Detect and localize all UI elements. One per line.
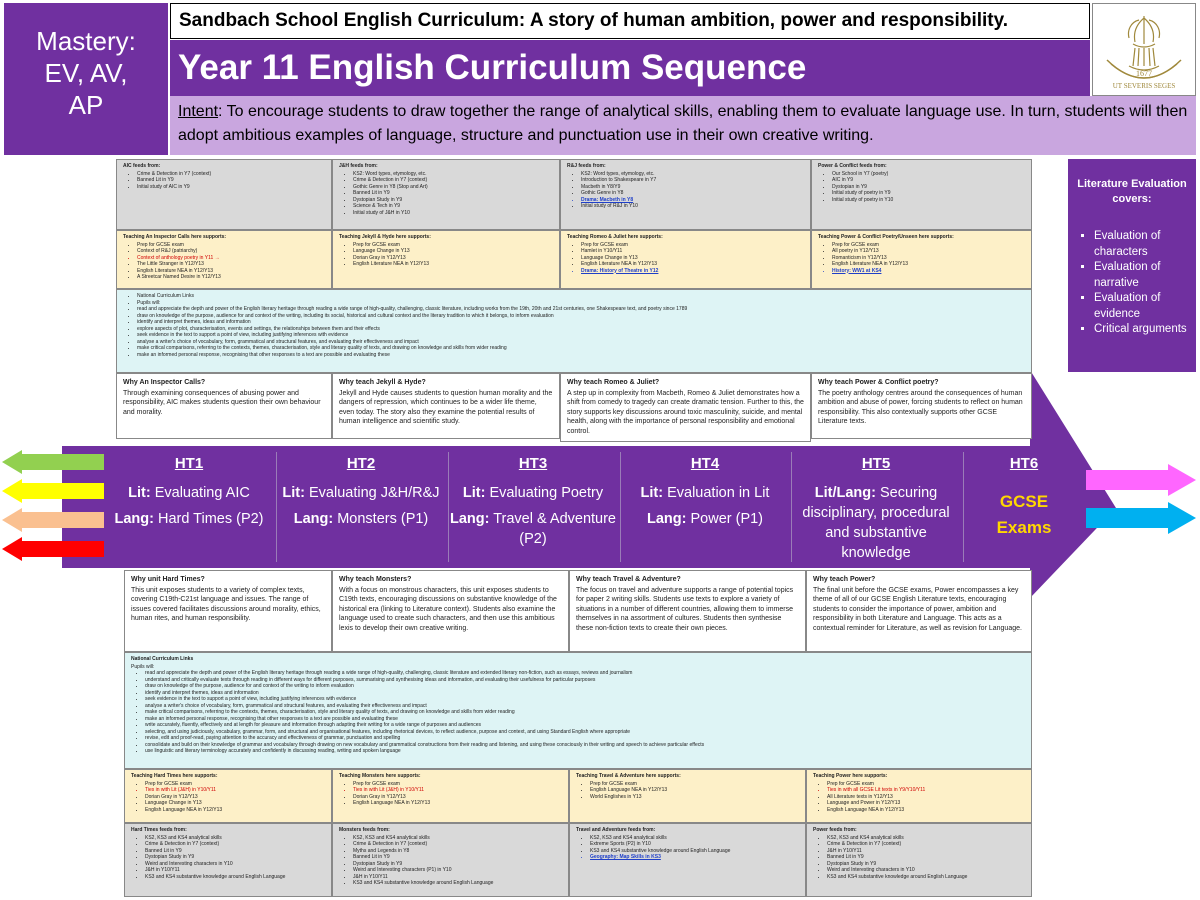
supports-box-list (567, 242, 804, 275)
feeds-box-list (339, 171, 553, 217)
feeds-box-item: • J&H in Y10/Y11 (145, 867, 325, 874)
feeds-box-item: • Initial study of poetry in Y9 (832, 190, 1025, 197)
national-curriculum-item: • identify and interpret themes, ideas and information (137, 319, 1025, 326)
feeds-box (811, 159, 1032, 230)
national-curriculum-item: • read and appreciate the depth and power of the English literary heritage through reading a wide range of high-quality, challenging, classic literature, including works from the 19th, 20th and 21st centuries, one Shakespeare text, and poetry since 1789 (137, 306, 1025, 313)
half-term-6 (963, 446, 1085, 566)
national-curriculum-item: • make critical comparisons, referring to the contexts, themes, characterisation, style and literary quality of texts, and drawing on knowledge and skills from wider reading (145, 709, 1025, 716)
half-term-2 (276, 446, 446, 566)
national-curriculum-item: • read and appreciate the depth and power of the English literary heritage through reading a wide range of high-quality, challenging, classic literature and extended literary non-fiction, such as essays, reviews and journalism (145, 670, 1025, 677)
national-curriculum-item: • write accurately, fluently, effectively and at length for pleasure and information through adapting their writing for a wide range of purposes and audiences (145, 722, 1025, 729)
intent-text: : To encourage students to draw together the range of analytical skills, enabling them to evaluate language use. In turn, students will then adopt ambitious examples of language, structure and punctuation use in their own creative writing. (178, 103, 1188, 144)
supports-box-item: • Romanticism in Y12/Y13 (832, 255, 1025, 262)
supports-box-list (123, 242, 325, 281)
language-prefix: Lang: (114, 511, 154, 527)
national-curriculum-item: • draw on knowledge of the purpose, audience for and context of the writing, including its social, historical and cultural context and the literary tradition to which it belongs, to inform evaluation (137, 313, 1025, 320)
supports-box (560, 230, 811, 289)
literature-unit: Securing disciplinary, procedural and substantive knowledge (802, 485, 950, 561)
language-unit: Monsters (P1) (333, 511, 429, 527)
feeds-box-item: • KS3 and KS4 substantive knowledge around English Language (353, 880, 562, 887)
feeds-box (116, 159, 332, 230)
language-unit: Travel & Adventure (P2) (489, 511, 616, 547)
feeds-box-item: • KS2, KS3 and KS4 analytical skills (590, 835, 799, 842)
feeds-box-item: • Extreme Sports (P2) in Y10 (590, 841, 799, 848)
literature-evaluation-box (1068, 159, 1196, 372)
supports-box-item: • English Language NEA in Y12/Y13 (353, 800, 562, 807)
national-curriculum-item: • explore aspects of plot, characterisation, events and settings, the relationships between them and their effects (137, 326, 1025, 333)
supports-box (569, 769, 806, 823)
why-box-text: The focus on travel and adventure supports a range of potential topics for paper 2 writing skills. Students use texts to explore a variety of situations in a number of different countries, allowing them to immerse themselves in na assortment of cultures. Students then synthesise these non-fiction texts to create their own pieces. (576, 586, 794, 632)
language-unit: Power (P1) (686, 511, 764, 527)
why-box-text: The poetry anthology centres around the consequences of human ambition and abuse of power, forcing students to reflect on human responsibility. This also contextually supports other GCSE Literature texts. (818, 389, 1023, 425)
half-term-1 (104, 446, 274, 566)
mastery-box (4, 3, 168, 155)
national-curriculum-item: • seek evidence in the text to support a point of view, including justifying inferences with evidence (145, 696, 1025, 703)
mastery-line: AP (68, 90, 104, 120)
feeds-box-item: • Geography: Map Skills in KS3 (590, 854, 799, 861)
supports-box (332, 769, 569, 823)
feeds-box-list (818, 171, 1025, 204)
feeds-box-list (339, 835, 562, 887)
feeds-box-list (576, 835, 799, 861)
supports-box-item: • The Little Stranger in Y12/Y13 (137, 261, 325, 268)
national-curriculum-item: • analyse a writer's choice of vocabulary, form, grammatical and structural features, and evaluating their effectiveness and impact (145, 703, 1025, 710)
supports-box-item: • Dorian Gray in Y12/Y13 (145, 794, 325, 801)
feeds-box-heading: Hard Times feeds from: (131, 827, 187, 833)
national-curriculum-item: • National Curriculum Links (137, 293, 1025, 300)
supports-box-item: • A Streetcar Named Desire in Y12/Y13 (137, 274, 325, 281)
feeds-box-item: • Weird and Interesting characters (P1) in Y10 (353, 867, 562, 874)
feeds-box-item: • Dystopian Study in Y9 (353, 861, 562, 868)
feeds-box-item: • Science & Tech in Y9 (353, 203, 553, 210)
why-box (116, 373, 332, 439)
feeds-box-item: • Dystopian in Y9 (832, 184, 1025, 191)
supports-box-list (818, 242, 1025, 275)
feeds-box-item: • Dystopian Study in Y9 (353, 197, 553, 204)
feeds-box (332, 823, 569, 897)
literature-unit: Evaluating Poetry (485, 485, 604, 501)
national-curriculum-item: • Pupils will: (137, 300, 1025, 307)
why-box-heading: Why unit Hard Times? (131, 576, 205, 583)
national-curriculum-item: • consolidate and build on their knowledge of grammar and vocabulary through drawing on new vocabulary and grammatical constructions from their reading and listening, and using these consciously in their writing and speech to achieve particular effects (145, 742, 1025, 749)
supports-box-item: • Prep for GCSE exam (827, 781, 1025, 788)
feeds-box-item: • Gothic Genre in Y8 (Stop and Art) (353, 184, 553, 191)
feeds-box-item: • KS2: Word types, etymology, etc. (581, 171, 804, 178)
national-curriculum-item: • seek evidence in the text to support a point of view, including justifying inferences with evidence (137, 332, 1025, 339)
feeds-box (560, 159, 811, 230)
supports-box-list (576, 781, 799, 801)
national-curriculum-item: • use linguistic and literary terminology accurately and confidently in discussing reading, writing and spoken language (145, 748, 1025, 755)
feeds-box-item: • Crime & Detection in Y7 (context) (353, 177, 553, 184)
half-term-language (448, 509, 618, 549)
school-subtitle: Sandbach School English Curriculum: A story of human ambition, power and responsibility. (170, 3, 1090, 39)
feeds-box-item: • KS2, KS3 and KS4 analytical skills (353, 835, 562, 842)
intent-label: Intent (178, 103, 219, 120)
half-term-literature (791, 483, 961, 563)
feeds-box (332, 159, 560, 230)
supports-box-item: • Dorian Gray in Y12/Y13 (353, 794, 562, 801)
feeds-box-item: • KS3 and KS4 substantive knowledge around English Language (145, 874, 325, 881)
why-box-text: With a focus on monstrous characters, this unit exposes students to C19th texts, encouraging discussions on substantive knowledge of the historical era (linking to Literature context). Students also examine the language used to create such characters, and then use this ambitious lexis to develop their own creative writing. (339, 586, 557, 632)
national-curriculum-item: • identify and interpret themes, ideas and information (145, 690, 1025, 697)
feeds-box-item: • J&H in Y10/Y11 (353, 874, 562, 881)
page-title: Year 11 English Curriculum Sequence (170, 40, 1090, 96)
why-box-heading: Why An Inspector Calls? (123, 379, 206, 386)
feeds-box-item: • AIC in Y9 (832, 177, 1025, 184)
feeds-box-item: • Crime & Detection in Y7 (context) (145, 841, 325, 848)
half-term-divider (448, 452, 449, 562)
national-curriculum-item: • analyse a writer's choice of vocabulary, form, grammatical and structural features, and evaluating their effectiveness and impact (137, 339, 1025, 346)
feeds-box-item: • Weird and Interesting characters in Y10 (145, 861, 325, 868)
logo-year: 1677 (1136, 69, 1152, 78)
literature-prefix: Lit: (128, 485, 151, 501)
feeds-box-item: • Our School in Y7 (poetry) (832, 171, 1025, 178)
feeds-box-item: • Crime & Detection in Y7 (context) (827, 841, 1025, 848)
why-box (332, 570, 569, 652)
why-box-text: A step up in complexity from Macbeth, Romeo & Juliet demonstrates how a shift from comedy to tragedy can create dramatic tension. Further to this, the story supports key discussions around toxic masculinity, suicide, and mental health, along with the importance of personal responsibility and emotional control. (567, 389, 804, 435)
feeds-box-item: • Weird and Interesting characters in Y10 (827, 867, 1025, 874)
supports-box-item: • English Language NEA in Y12/Y13 (590, 787, 799, 794)
half-term-literature (104, 483, 274, 503)
supports-box-item: • English Language NEA in Y12/Y13 (827, 807, 1025, 814)
feeds-box-item: • Introduction to Shakespeare in Y7 (581, 177, 804, 184)
literature-prefix: Lit: (640, 485, 664, 501)
school-logo (1092, 3, 1196, 96)
supports-box-item: • Prep for GCSE exam (353, 781, 562, 788)
half-term-4 (620, 446, 790, 566)
language-unit: Hard Times (P2) (153, 511, 264, 527)
supports-box-list (339, 781, 562, 807)
national-curriculum-top (116, 289, 1032, 373)
half-term-divider (963, 452, 964, 562)
supports-box-heading: Teaching Jekyll & Hyde here supports: (339, 234, 431, 240)
why-box-heading: Why teach Monsters? (339, 576, 412, 583)
national-curriculum-item: • make critical comparisons, referring to the contexts, themes, characterisation, style and literary quality of texts, and drawing on knowledge and skills from wider reading (137, 345, 1025, 352)
supports-box-item: • Prep for GCSE exam (145, 781, 325, 788)
literature-evaluation-item: ▪ Evaluation of narrative (1094, 260, 1190, 291)
literature-evaluation-item: ▪ Critical arguments (1094, 322, 1190, 338)
why-box (560, 373, 811, 442)
supports-box-list (131, 781, 325, 814)
feeds-box (806, 823, 1032, 897)
supports-box (116, 230, 332, 289)
half-term-3 (448, 446, 618, 566)
national-curriculum-sub: Pupils will: (131, 663, 155, 670)
national-curriculum-list (131, 670, 1025, 755)
mastery-line: EV, AV, (44, 58, 128, 88)
feeds-box-heading: J&H feeds from: (339, 163, 378, 169)
feeds-box-item: • KS2, KS3 and KS4 analytical skills (827, 835, 1025, 842)
supports-box-item: • Language Change in Y13 (353, 248, 553, 255)
feeds-box-item: • Crime & Detection in Y7 (context) (353, 841, 562, 848)
half-term-language (620, 509, 790, 529)
feeds-box-list (813, 835, 1025, 881)
why-box-heading: Why teach Travel & Adventure? (576, 576, 681, 583)
national-curriculum-bottom (124, 652, 1032, 769)
supports-box-item: • Context of anthology poetry in Y11 → (137, 255, 325, 262)
supports-box-heading: Teaching An Inspector Calls here supports: (123, 234, 227, 240)
feeds-box-item: • KS3 and KS4 substantive knowledge around English Language (827, 874, 1025, 881)
half-term-label: HT6 (1009, 455, 1039, 472)
literature-evaluation-item: ▪ Evaluation of characters (1094, 229, 1190, 260)
mastery-line: Mastery: (36, 26, 136, 56)
why-box-text: Through examining consequences of abusing power and responsibility, AIC makes students question their own behaviour and morality. (123, 389, 321, 416)
gcse-exams-label: GCSE Exams (996, 492, 1052, 537)
why-box-text: Jekyll and Hyde causes students to question human morality and the dangers of repression, which continues to be a wider life theme, even today. The story also they examine the potential results of human intelligence and scientific study. (339, 389, 553, 425)
supports-box-heading: Teaching Power & Conflict Poetry/Unseen here supports: (818, 234, 954, 240)
supports-box-item: • English Literature NEA in Y12/Y13 (581, 261, 804, 268)
half-term-label: HT1 (174, 455, 204, 472)
half-term-divider (276, 452, 277, 562)
feeds-box-item: • Dystopian Study in Y9 (145, 854, 325, 861)
feeds-box-item: • Macbeth in Y8/Y9 (581, 184, 804, 191)
supports-box-item: • Language and Power in Y12/Y13 (827, 800, 1025, 807)
feeds-box-item: • Banned Lit in Y9 (137, 177, 325, 184)
national-curriculum-heading: National Curriculum Links (131, 656, 194, 662)
literature-unit: Evaluating AIC (150, 485, 250, 501)
half-term-literature (448, 483, 618, 503)
logo-motto: UT SEVERIS SEGES (1112, 82, 1176, 90)
why-box-text: This unit exposes students to a variety of complex texts, covering C19th-C21st language and issues. The range of issues covered facilitates discussions around morality, ethics, human rites, and human responsibility. (131, 586, 321, 622)
feeds-box-item: • KS2: Word types, etymology, etc. (353, 171, 553, 178)
wheatsheaf-crest-icon (1093, 4, 1195, 95)
feeds-box-item: • KS3 and KS4 substantive knowledge around English Language (590, 848, 799, 855)
language-prefix: Lang: (449, 511, 490, 527)
half-term-5 (791, 446, 961, 566)
language-prefix: Lang: (646, 511, 687, 527)
half-term-literature (620, 483, 790, 503)
feeds-box-item: • Crime & Detection in Y7 (context) (137, 171, 325, 178)
supports-box (806, 769, 1032, 823)
feeds-box-list (123, 171, 325, 191)
national-curriculum-list (123, 293, 1025, 358)
half-term-divider (620, 452, 621, 562)
supports-box-item: • Dorian Gray in Y12/Y13 (353, 255, 553, 262)
feeds-box-item: • Initial study of AIC in Y9 (137, 184, 325, 191)
feeds-box-item: • Banned Lit in Y9 (353, 854, 562, 861)
why-box-heading: Why teach Jekyll & Hyde? (339, 379, 426, 386)
supports-box-item: • Ties in with Lit (J&H) in Y10/Y11 (145, 787, 325, 794)
supports-box-item: • English Literature NEA in Y12/Y13 (353, 261, 553, 268)
half-term-label: HT5 (861, 455, 891, 472)
supports-box-item: • English Literature NEA in Y12/Y13 (137, 268, 325, 275)
supports-box-item: • Prep for GCSE exam (137, 242, 325, 249)
feeds-box-item: • Dystopian Study in Y9 (827, 861, 1025, 868)
literature-prefix: Lit: (282, 485, 305, 501)
national-curriculum-item: • revise, edit and proof-read, paying attention to the accuracy and effectiveness of grammar, punctuation and spelling (145, 735, 1025, 742)
supports-box-item: • Language Change in Y13 (581, 255, 804, 262)
feeds-box-item: • Drama: Macbeth in Y8 (581, 197, 804, 204)
supports-box-heading: Teaching Monsters here supports: (339, 773, 421, 779)
supports-box-item: • Context of R&J (patriarchy) (137, 248, 325, 255)
why-box (124, 570, 332, 652)
supports-box-item: • Prep for GCSE exam (832, 242, 1025, 249)
national-curriculum-item: • selecting, and using judiciously, vocabulary, grammar, form, and structural and organisational features, including rhetorical devices, to reflect audience, purpose and context, and using Standard English where appropriate (145, 729, 1025, 736)
supports-box (811, 230, 1032, 289)
supports-box-list (813, 781, 1025, 814)
supports-box-item: • Hamlet in Y10/Y11 (581, 248, 804, 255)
feeds-box-list (567, 171, 804, 210)
supports-box-item: • All poetry in Y12/Y13 (832, 248, 1025, 255)
supports-box-item: • Ties in with all GCSE Lit texts in Y9/Y10/Y11 (827, 787, 1025, 794)
feeds-box-heading: Power & Conflict feeds from: (818, 163, 887, 169)
half-term-literature (276, 483, 446, 503)
supports-box-list (339, 242, 553, 268)
why-box (332, 373, 560, 439)
feeds-box-heading: Power feeds from: (813, 827, 857, 833)
supports-box-item: • Drama: History of Theatre in Y12 (581, 268, 804, 275)
why-box (811, 373, 1032, 439)
why-box (806, 570, 1032, 652)
supports-box-item: • English Language NEA in Y12/Y13 (145, 807, 325, 814)
why-box-heading: Why teach Power & Conflict poetry? (818, 379, 939, 386)
feeds-box-item: • Myths and Legends in Y8 (353, 848, 562, 855)
supports-box-heading: Teaching Travel & Adventure here supports: (576, 773, 681, 779)
feeds-box (569, 823, 806, 897)
literature-prefix: Lit: (462, 485, 486, 501)
supports-box-item: • Prep for GCSE exam (590, 781, 799, 788)
national-curriculum-item: • make an informed personal response, recognising that other responses to a text are possible and evaluating these (137, 352, 1025, 359)
feeds-box-heading: AIC feeds from: (123, 163, 161, 169)
feeds-box-item: • Banned Lit in Y9 (353, 190, 553, 197)
feeds-box-item: • Initial study of J&H in Y10 (353, 210, 553, 217)
feeds-box-item: • J&H in Y10/Y11 (827, 848, 1025, 855)
literature-prefix: Lit/Lang: (814, 485, 876, 501)
feeds-box-item: • Initial study of poetry in Y10 (832, 197, 1025, 204)
supports-box-heading: Teaching Romeo & Juliet here supports: (567, 234, 663, 240)
half-term-label: HT3 (518, 455, 548, 472)
why-box-heading: Why teach Power? (813, 576, 876, 583)
feeds-box-item: • Banned Lit in Y9 (145, 848, 325, 855)
supports-box-item: • Prep for GCSE exam (581, 242, 804, 249)
feeds-box-heading: Travel and Adventure feeds from: (576, 827, 656, 833)
supports-box (332, 230, 560, 289)
feeds-box-item: • Initial study of R&J in Y10 (581, 203, 804, 210)
half-term-language (104, 509, 274, 529)
feeds-box-list (131, 835, 325, 881)
feeds-box-item: • KS2, KS3 and KS4 analytical skills (145, 835, 325, 842)
literature-evaluation-heading: Literature Evaluation covers: (1077, 178, 1187, 205)
supports-box (124, 769, 332, 823)
national-curriculum-item: • make an informed personal response, recognising that other responses to a text are possible and evaluating these (145, 716, 1025, 723)
feeds-box-heading: R&J feeds from: (567, 163, 606, 169)
language-prefix: Lang: (293, 511, 334, 527)
literature-unit: Evaluation in Lit (663, 485, 770, 501)
supports-box-item: • World Englishes in Y13 (590, 794, 799, 801)
intent-statement (170, 96, 1196, 155)
supports-box-heading: Teaching Power here supports: (813, 773, 888, 779)
why-box-text: The final unit before the GCSE exams, Power encompasses a key theme of all of our GCSE English Literature texts, encouraging students to consider the importance of power, ambition and responsibility in both Literature and Language. This acts as a contextual reminder for Literature, as well as revision for Language. (813, 586, 1022, 632)
half-term-divider (791, 452, 792, 562)
feeds-box-heading: Monsters feeds from: (339, 827, 390, 833)
supports-box-item: • English Literature NEA in Y12/Y13 (832, 261, 1025, 268)
half-term-language (276, 509, 446, 529)
literature-evaluation-item: ▪ Evaluation of evidence (1094, 291, 1190, 322)
half-term-label: HT2 (346, 455, 376, 472)
supports-box-item: • Ties in with Lit (J&H) in Y10/Y11 (353, 787, 562, 794)
national-curriculum-item: • understand and critically evaluate texts through reading in different ways for different purposes, summarising and synthesising ideas and information, and evaluating their usefulness for particular purposes (145, 677, 1025, 684)
feeds-box-item: • Gothic Genre in Y8 (581, 190, 804, 197)
literature-unit: Evaluating J&H/R&J (304, 485, 440, 501)
supports-box-item: • Language Change in Y13 (145, 800, 325, 807)
why-box (569, 570, 806, 652)
feeds-box (124, 823, 332, 897)
half-term-label: HT4 (690, 455, 720, 472)
feeds-box-item: • Banned Lit in Y9 (827, 854, 1025, 861)
supports-box-item: • All Literature texts in Y12/Y13 (827, 794, 1025, 801)
supports-box-item: • History: WW1 at KS4 (832, 268, 1025, 275)
why-box-heading: Why teach Romeo & Juliet? (567, 379, 660, 386)
national-curriculum-item: • draw on knowledge of the purpose, audience for and context of the writing to inform evaluation (145, 683, 1025, 690)
supports-box-heading: Teaching Hard Times here supports: (131, 773, 218, 779)
supports-box-item: • Prep for GCSE exam (353, 242, 553, 249)
